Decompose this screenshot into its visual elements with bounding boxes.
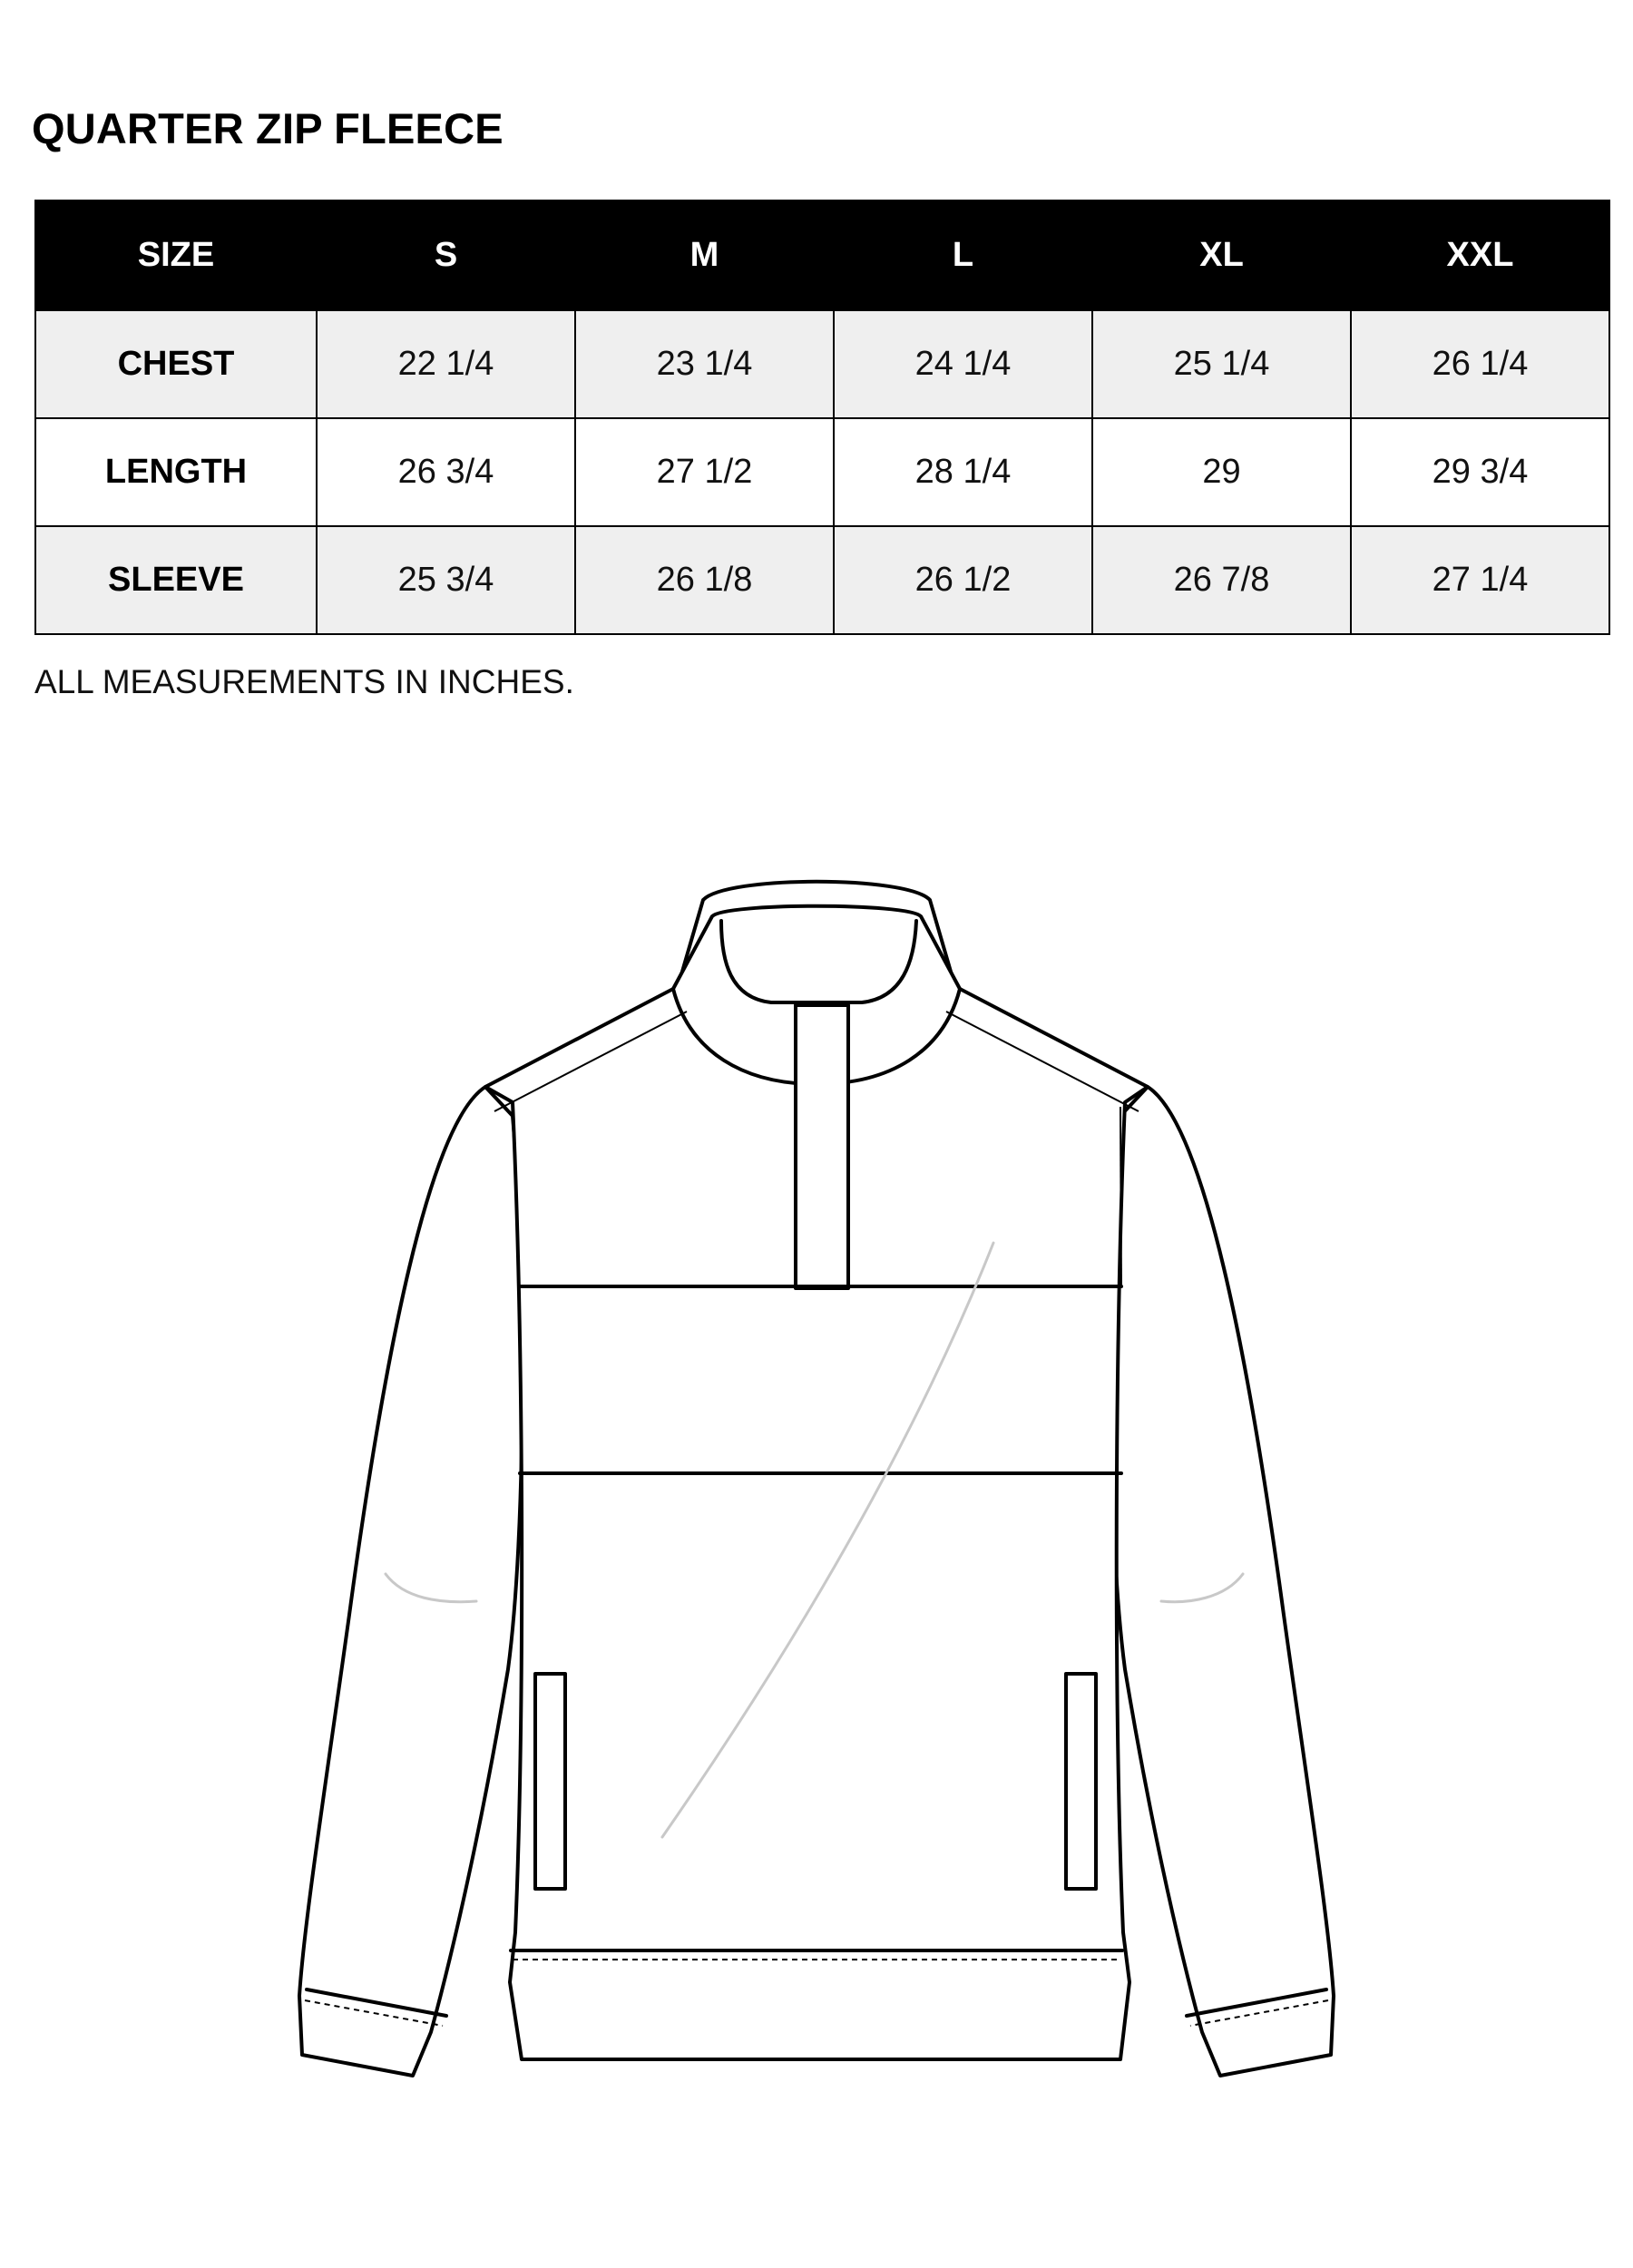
row-label-chest: CHEST — [35, 310, 317, 418]
table-cell: 26 3/4 — [317, 418, 575, 526]
table-cell: 26 1/2 — [834, 526, 1092, 634]
table-cell: 29 — [1092, 418, 1351, 526]
table-cell: 29 3/4 — [1351, 418, 1609, 526]
zip-placket — [796, 1005, 848, 1288]
fleece-garment-illustration — [272, 857, 1361, 2109]
header-cell-m: M — [575, 200, 834, 310]
header-cell-l: L — [834, 200, 1092, 310]
table-row-chest — [35, 310, 1609, 418]
table-cell: 28 1/4 — [834, 418, 1092, 526]
page-title: QUARTER ZIP FLEECE — [32, 104, 504, 152]
header-cell-s: S — [317, 200, 575, 310]
table-cell: 27 1/2 — [575, 418, 834, 526]
table-row-length — [35, 418, 1609, 526]
table-row-sleeve — [35, 526, 1609, 634]
table-cell: 27 1/4 — [1351, 526, 1609, 634]
header-cell-xxl: XXL — [1351, 200, 1609, 310]
size-chart-table — [34, 200, 1610, 635]
row-label-length: LENGTH — [35, 418, 317, 526]
header-cell-xl: XL — [1092, 200, 1351, 310]
table-cell: 24 1/4 — [834, 310, 1092, 418]
table-header-row — [35, 200, 1609, 310]
table-cell: 26 7/8 — [1092, 526, 1351, 634]
table-cell: 25 3/4 — [317, 526, 575, 634]
table-cell: 25 1/4 — [1092, 310, 1351, 418]
table-cell: 23 1/4 — [575, 310, 834, 418]
table-cell: 26 1/8 — [575, 526, 834, 634]
row-label-sleeve: SLEEVE — [35, 526, 317, 634]
right-pocket — [1066, 1674, 1096, 1889]
left-pocket — [535, 1674, 565, 1889]
table-cell: 22 1/4 — [317, 310, 575, 418]
right-armhole-seam — [1120, 1107, 1121, 1288]
header-cell-size: SIZE — [35, 200, 317, 310]
measurement-note: ALL MEASUREMENTS IN INCHES. — [34, 663, 574, 700]
table-cell: 26 1/4 — [1351, 310, 1609, 418]
right-sleeve — [1110, 1087, 1334, 2076]
left-sleeve — [299, 1087, 523, 2076]
